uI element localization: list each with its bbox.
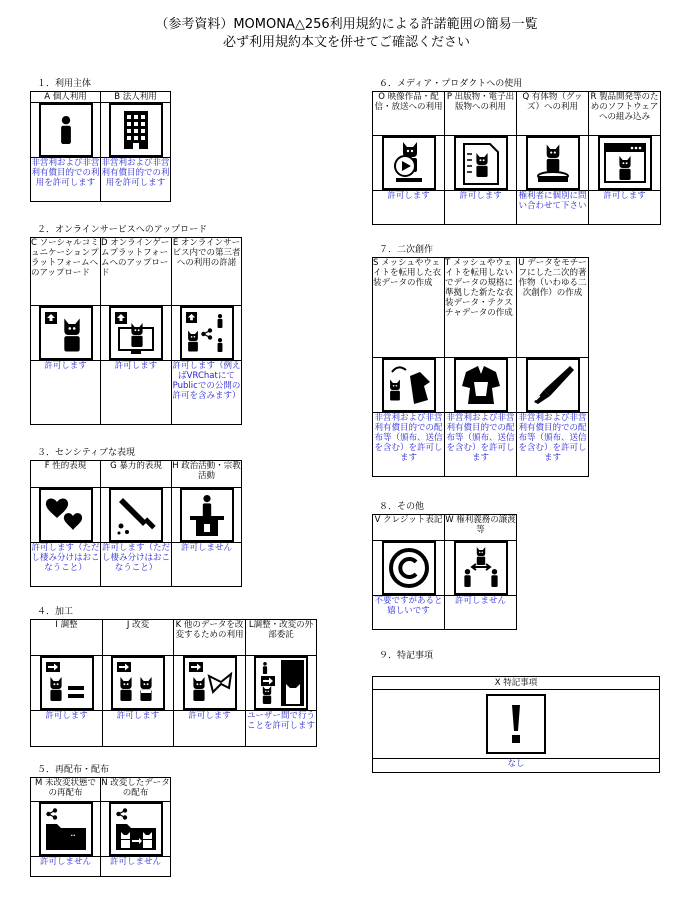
status-s: 非営利および非営利有償目的での配布等（頒布、送信を含む）を許可します [373,413,445,477]
section-title-distribution: ５．再配布・配布 [37,765,110,775]
section-table-derivative [372,257,589,477]
status-k: 許可します [174,711,246,747]
section-table-sensitive [30,460,242,587]
label-o: O 映像作品・配信・放送への利用 [373,92,445,136]
section-title-processing: ４．加工 [37,607,74,617]
pen-icon [526,358,580,412]
label-q: Q 有体物（グッズ）への利用 [517,92,589,136]
label-p: P 出版物・電子出版物への利用 [445,92,517,136]
copyright-icon [382,541,436,595]
status-x: なし [373,759,660,773]
label-l: L調整・改変の外部委託 [246,620,317,656]
figure-goods-icon [526,136,580,190]
modify-icon [111,656,165,710]
label-b: B 法人利用 [101,92,171,103]
person-icon [39,103,93,157]
status-p: 許可します [445,191,517,225]
cloth-transfer-icon [382,358,436,412]
knife-icon [109,488,163,542]
adjust-icon [40,656,94,710]
share-third-party-icon [180,306,234,360]
label-i: I 調整 [31,620,103,656]
status-u: 非営利および非営利有償目的での配布等（頒布、送信を含む）を許可します [517,413,589,477]
section-title-derivative: ７．二次創作 [379,245,434,255]
section-table-other [372,514,517,630]
section-title-notes: ９．特記事項 [379,651,434,661]
label-u: U データをモチーフにした二次的著作物（いわゆる二次創作）の作成 [517,258,589,358]
section-table-notes [372,676,660,773]
status-q: 権利者に個別に問い合わせて下さい [517,191,589,225]
podium-icon [180,488,234,542]
section-table-distribution [30,777,171,877]
status-r: 許可します [589,191,661,225]
section-table-user [30,91,171,202]
label-a: A 個人利用 [31,92,101,103]
section-title-user: １．利用主体 [37,79,92,89]
doc-title: （参考資料）MOMONA△256利用規約による許諾範囲の簡易一覧 [155,17,538,32]
label-c: C ソーシャルコミュニケーションプラットフォームへのアップロード [31,238,101,306]
section-title-sensitive: ３．センシティブな表現 [37,448,136,458]
section-title-upload: ２．オンラインサービスへのアップロード [37,225,208,235]
section-table-upload [30,237,242,425]
label-m: M 未改変状態での再配布 [31,778,101,802]
status-w: 許可しません [445,596,517,630]
status-e: 許可します（例えばVRChatにてPublicでの公開の許可を含みます） [172,361,242,425]
label-s: S メッシュやウェイトを転用した衣装データの作成 [373,258,445,358]
transfer-rights-icon [454,541,508,595]
label-j: J 改変 [103,620,174,656]
label-w: W 権利義務の譲渡等 [445,515,517,541]
label-f: F 性的表現 [31,461,101,488]
status-j: 許可します [103,711,174,747]
status-t: 非営利および非営利有償目的での配布等（頒布、送信を含む）を許可します [445,413,517,477]
section-table-processing [30,619,317,747]
exclamation-icon [486,694,546,754]
status-b: 非営利および非営利有償目的での利用を許可します [101,158,171,202]
status-i: 許可します [31,711,103,747]
folder-share-icon [39,802,93,856]
status-m: 許可しません [31,857,101,877]
software-window-icon [598,136,652,190]
upload-game-icon [109,306,163,360]
section-table-media [372,91,661,225]
status-h: 許可しません [172,543,242,587]
status-a: 非営利および非営利有償目的での利用を許可します [31,158,101,202]
new-cloth-icon [454,358,508,412]
label-v: V クレジット表記 [373,515,445,541]
outsource-icon [254,656,308,710]
video-icon [382,136,436,190]
label-x: X 特記事項 [373,677,660,690]
label-e: E オンラインサービス内での第三者への利用の許諾 [172,238,242,306]
status-n: 許可しません [101,857,171,877]
status-f: 許可します（ただし棲み分けはおこなうこと） [31,543,101,587]
label-n: N 改変したデータの配布 [101,778,171,802]
label-g: G 暴力的表現 [101,461,172,488]
upload-social-icon [39,306,93,360]
label-d: D オンラインゲームプラットフォームへのアップロード [101,238,172,306]
status-l: ユーザー間で行うことを許可します [246,711,317,747]
hearts-icon [39,488,93,542]
section-title-other: ８．その他 [379,502,425,512]
folder-modified-share-icon [109,802,163,856]
status-v: 不要ですがあると嬉しいです [373,596,445,630]
bow-transfer-icon [183,656,237,710]
status-o: 許可します [373,191,445,225]
publication-icon [454,136,508,190]
doc-subtitle: 必ず利用規約本文を併せてご確認ください [222,35,470,50]
label-r: R 製品開発等のためのソフトウェアへの組み込み [589,92,661,136]
status-c: 許可します [31,361,101,425]
label-k: K 他のデータを改変するための利用 [174,620,246,656]
status-d: 許可します [101,361,172,425]
section-title-media: ６．メディア・プロダクトへの使用 [379,79,523,89]
status-g: 許可します（ただし棲み分けはおこなうこと） [101,543,172,587]
building-icon [109,103,163,157]
label-t: T メッシュやウェイトを転用しないでデータの規格に準拠した新たな衣装データ・テクスチャデータの作成 [445,258,517,358]
label-h: H 政治活動・宗教活動 [172,461,242,488]
